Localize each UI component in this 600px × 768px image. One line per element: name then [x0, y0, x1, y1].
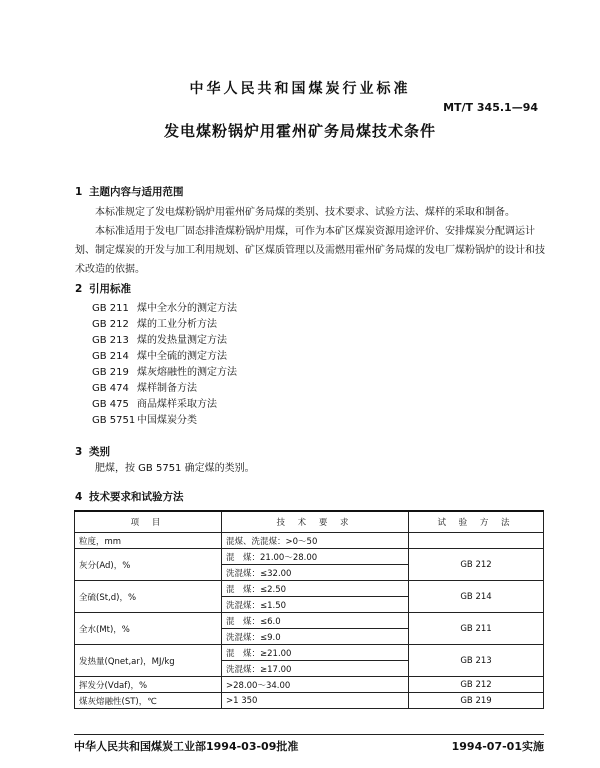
table-cell-item: 全硫(St,d)，% — [75, 581, 222, 613]
section-title: 主题内容与适用范围 — [89, 186, 184, 198]
reference-item — [92, 381, 237, 397]
table-cell-method: GB 219 — [409, 693, 544, 709]
reference-code: GB 475 — [92, 399, 129, 410]
table-cell-item: 发热量(Qnet,ar)，MJ/kg — [75, 645, 222, 677]
reference-item — [92, 333, 237, 349]
header-item: 项 目 — [75, 511, 222, 533]
reference-code: GB 211 — [92, 303, 129, 314]
section-title: 技术要求和试验方法 — [89, 491, 184, 503]
table-cell-requirement: 混 煤：21.00～28.00 — [222, 549, 409, 565]
section-1-paragraph-2: 本标准适用于发电厂固态排渣煤粉锅炉用煤，可作为本矿区煤炭资源用途评价、安排煤炭分配调运计划、制定煤炭的开发与加工利用规划、矿区煤质管理以及需燃用霍州矿务局煤的发电厂煤粉锅炉的设计和技术改造的依据。 — [75, 226, 545, 275]
technical-requirements-table — [74, 510, 544, 709]
approval-text: 中华人民共和国煤炭工业部1994-03-09批准 — [74, 740, 299, 753]
table-cell-requirement: 洗混煤：≤1.50 — [222, 597, 409, 613]
reference-item — [92, 349, 237, 365]
reference-code: GB 214 — [92, 351, 129, 362]
table-cell-requirement: 混 煤：≤2.50 — [222, 581, 409, 597]
section-4-heading — [75, 489, 184, 504]
reference-name: 煤的工业分析方法 — [137, 319, 217, 330]
section-number: 1 — [75, 186, 83, 198]
section-1-paragraph-1: 本标准规定了发电煤粉锅炉用霍州矿务局煤的类别、技术要求、试验方法、煤样的采取和制备。 — [95, 207, 515, 218]
reference-name: 煤中全硫的测定方法 — [137, 351, 227, 362]
section-1-heading — [75, 184, 184, 199]
table-cell-method: GB 212 — [409, 677, 544, 693]
section-number: 4 — [75, 491, 83, 503]
table-cell-item: 灰分(Ad)，% — [75, 549, 222, 581]
table-row — [75, 693, 544, 709]
reference-code: GB 474 — [92, 383, 129, 394]
reference-item — [92, 301, 237, 317]
table-row — [75, 645, 544, 661]
table-row — [75, 613, 544, 629]
table-cell-method — [409, 533, 544, 549]
reference-item — [92, 413, 237, 429]
table-cell-requirement: >1 350 — [222, 693, 409, 709]
reference-name: 中国煤炭分类 — [137, 415, 197, 426]
section-number: 3 — [75, 446, 83, 458]
table-cell-item: 粒度，mm — [75, 533, 222, 549]
reference-code: GB 219 — [92, 367, 129, 378]
reference-code: GB 212 — [92, 319, 129, 330]
table-cell-requirement: 混 煤：≤6.0 — [222, 613, 409, 629]
table-cell-requirement: 混 煤：≥21.00 — [222, 645, 409, 661]
footer-divider — [74, 734, 544, 735]
section-title: 类别 — [89, 446, 110, 458]
reference-code: GB 213 — [92, 335, 129, 346]
table-cell-requirement: 洗混煤：≤32.00 — [222, 565, 409, 581]
reference-name: 煤中全水分的测定方法 — [137, 303, 237, 314]
table-cell-method: GB 211 — [409, 613, 544, 645]
reference-item — [92, 317, 237, 333]
table-row — [75, 581, 544, 597]
table-cell-item: 煤灰熔融性(ST)，℃ — [75, 693, 222, 709]
table-row — [75, 533, 544, 549]
table-cell-requirement: >28.00～34.00 — [222, 677, 409, 693]
reference-item — [92, 365, 237, 381]
table-cell-requirement: 混煤、洗混煤：>0～50 — [222, 533, 409, 549]
reference-name: 煤的发热量测定方法 — [137, 335, 227, 346]
table-header-row — [75, 511, 544, 533]
section-3-heading — [75, 444, 110, 459]
standard-code: MT/T 345.1—94 — [443, 101, 538, 114]
header-method: 试 验 方 法 — [409, 511, 544, 533]
reference-list — [92, 301, 237, 429]
table-cell-method: GB 212 — [409, 549, 544, 581]
reference-name: 煤样制备方法 — [137, 383, 197, 394]
section-number: 2 — [75, 283, 83, 295]
section-3-text: 肥煤，按 GB 5751 确定煤的类别。 — [95, 463, 255, 474]
table-cell-requirement: 洗混煤：≤9.0 — [222, 629, 409, 645]
industry-standard-heading: 中华人民共和国煤炭行业标准 — [189, 81, 411, 97]
header-requirement: 技 术 要 求 — [222, 511, 409, 533]
document-title: 发电煤粉锅炉用霍州矿务局煤技术条件 — [163, 122, 436, 140]
reference-name: 煤灰熔融性的测定方法 — [137, 367, 237, 378]
table-cell-method: GB 214 — [409, 581, 544, 613]
section-2-heading — [75, 281, 131, 296]
table-cell-requirement: 洗混煤：≥17.00 — [222, 661, 409, 677]
table-row — [75, 677, 544, 693]
reference-name: 商品煤样采取方法 — [137, 399, 217, 410]
reference-code: GB 5751 — [92, 415, 136, 426]
table-cell-item: 挥发分(Vdaf)，% — [75, 677, 222, 693]
table-cell-item: 全水(Mt)，% — [75, 613, 222, 645]
effective-date: 1994-07-01实施 — [451, 740, 544, 753]
section-title: 引用标准 — [89, 283, 131, 295]
table-cell-method: GB 213 — [409, 645, 544, 677]
table-row — [75, 549, 544, 565]
reference-item — [92, 397, 237, 413]
